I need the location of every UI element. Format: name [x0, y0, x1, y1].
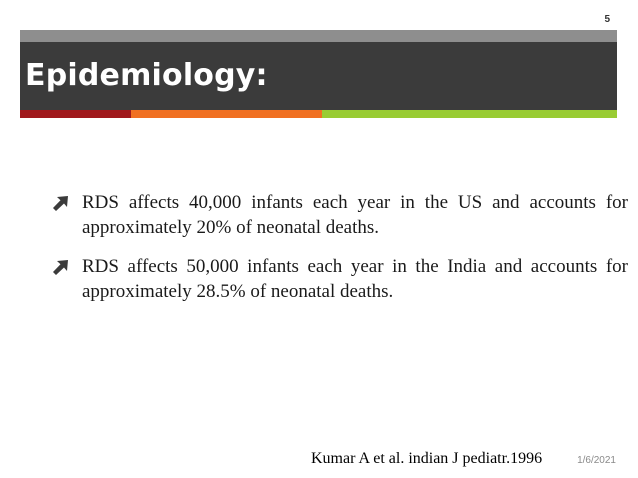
accent-strip [20, 110, 617, 118]
title-bar [20, 30, 617, 110]
bullet-item [50, 190, 628, 240]
citation: Kumar A et al. indian J pediatr.1996 [311, 450, 543, 467]
accent-segment-orange [131, 110, 322, 118]
arrow-up-right-icon [52, 194, 70, 212]
bullet-text: RDS affects 50,000 infants each year in the India and accounts for approximately 28.5% of neonatal deaths. [82, 256, 628, 302]
slide-title: Epidemiology: [25, 58, 268, 93]
bullet-text: RDS affects 40,000 infants each year in the US and accounts for approximately 20% of neonatal deaths. [82, 192, 628, 238]
slide-date: 1/6/2021 [577, 455, 616, 466]
arrow-up-right-icon [52, 258, 70, 276]
accent-segment-green [322, 110, 617, 118]
accent-segment-red [20, 110, 131, 118]
bullet-item [50, 254, 628, 304]
bullet-list [50, 190, 628, 318]
slide-number: 5 [604, 14, 610, 25]
